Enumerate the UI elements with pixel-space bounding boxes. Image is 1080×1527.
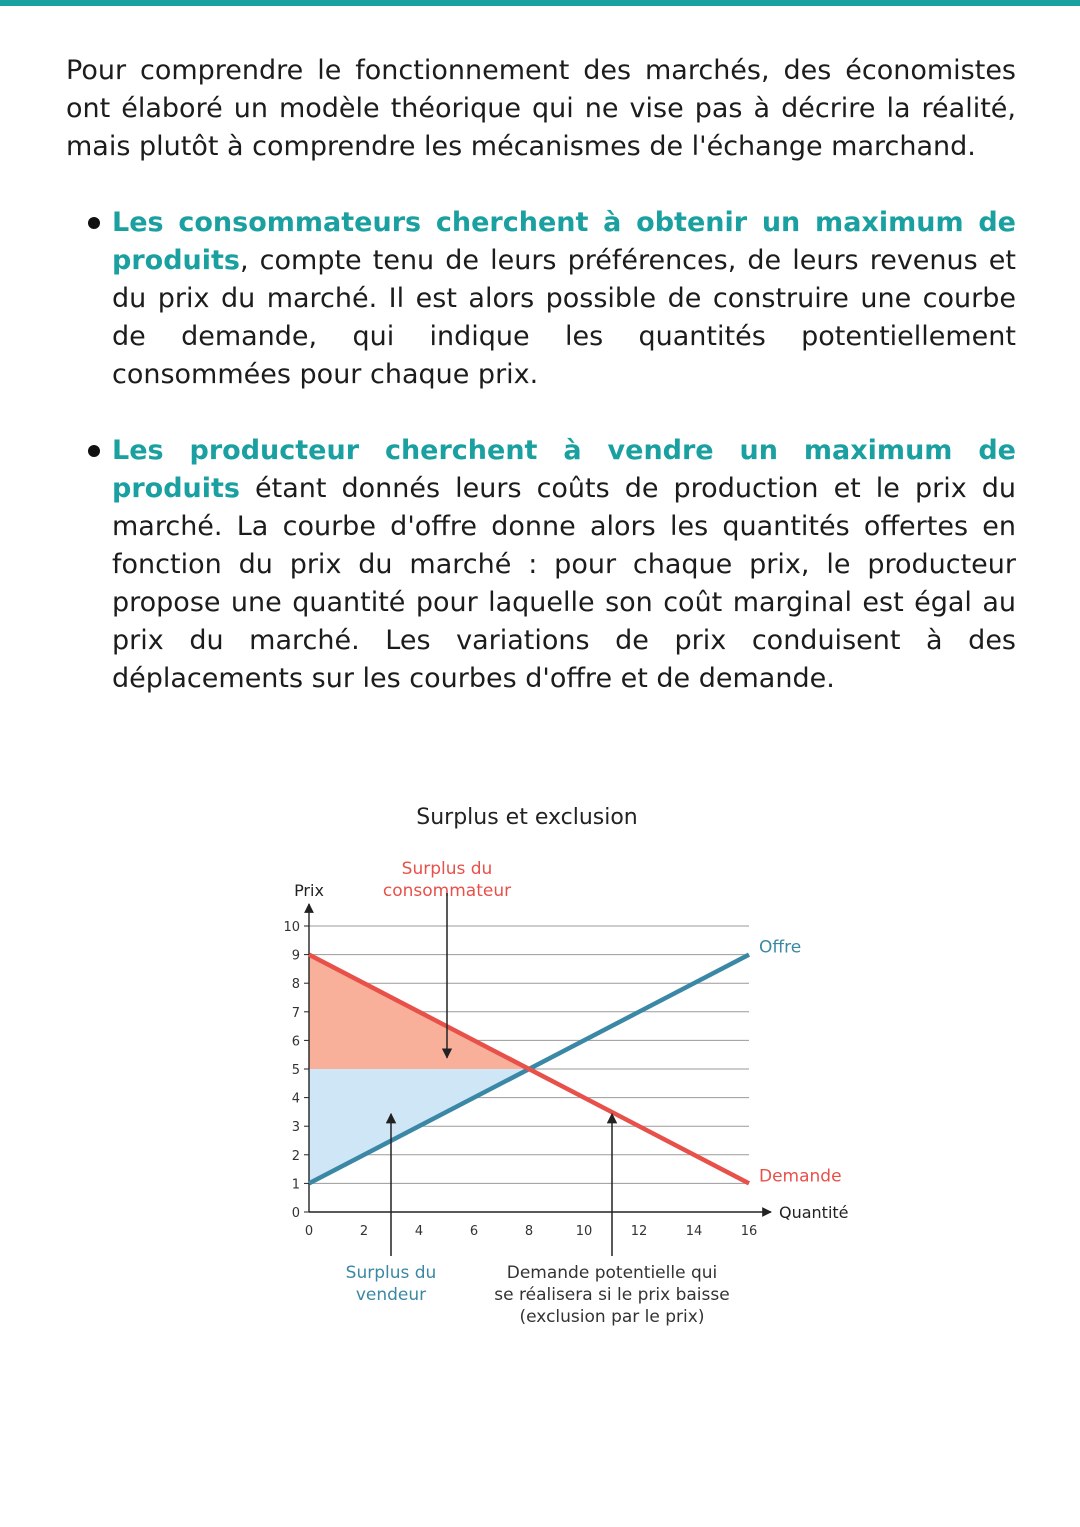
bullet-dot-icon xyxy=(88,445,100,457)
consumer-surplus-label: consommateur xyxy=(382,881,512,901)
top-accent-rule xyxy=(0,0,1080,6)
x-tick-label: 16 xyxy=(740,1224,758,1239)
potential-demand-label: se réalisera si le prix baisse xyxy=(494,1285,730,1305)
y-tick-label: 0 xyxy=(291,1206,300,1221)
y-tick-label: 8 xyxy=(291,977,300,993)
producer-surplus-label: vendeur xyxy=(355,1285,427,1305)
bullet-text: , compte tenu de leurs préférences, de leurs revenus et du prix du marché. Il est alors possible de construire une courbe de demande, qui indique les quantités potentiellement consommées pour chaque prix. xyxy=(112,245,1016,390)
bullet-dot-icon xyxy=(88,217,100,229)
bullet-producers xyxy=(84,432,1016,698)
y-tick-label: 2 xyxy=(291,1148,300,1164)
x-tick-label: 6 xyxy=(469,1224,479,1239)
bullet-list xyxy=(84,204,1016,698)
bullet-highlight: Les producteur cherchent à vendre un maximum de produits xyxy=(112,435,1016,504)
consumer-surplus-label: Surplus du xyxy=(401,859,493,879)
demand-label: Demande xyxy=(759,1166,842,1187)
y-axis-label: Prix xyxy=(294,881,324,900)
y-tick-label: 1 xyxy=(291,1177,300,1193)
y-tick-label: 7 xyxy=(291,1005,300,1021)
x-axis-label: Quantité xyxy=(779,1203,849,1222)
y-tick-label: 6 xyxy=(291,1034,300,1050)
x-tick-label: 4 xyxy=(414,1224,424,1239)
potential-demand-label: (exclusion par le prix) xyxy=(519,1307,705,1327)
bullet-consumers xyxy=(84,204,1016,394)
supply-label: Offre xyxy=(759,937,802,958)
x-tick-label: 12 xyxy=(630,1224,648,1239)
supply-demand-chart xyxy=(260,790,880,1350)
x-tick-label: 8 xyxy=(524,1224,534,1239)
x-tick-label: 10 xyxy=(575,1224,593,1239)
y-tick-label: 3 xyxy=(291,1120,300,1136)
chart-title: Surplus et exclusion xyxy=(416,805,638,830)
chart-container xyxy=(260,790,880,1350)
bullet-highlight: Les consommateurs cherchent à obtenir un maximum de produits xyxy=(112,207,1016,276)
y-tick-label: 5 xyxy=(291,1063,300,1078)
bullet-text: étant donnés leurs coûts de production et le prix du marché. La courbe d'offre donne alors les quantités offertes en fonction du prix du marché : pour chaque prix, le producteur propose une quantité pour laquelle son coût marginal est égal au prix du marché. Les variations de prix conduisent à des déplacements sur les courbes d'offre et de demande. xyxy=(112,473,1016,694)
y-tick-label: 4 xyxy=(291,1091,300,1107)
y-tick-label: 10 xyxy=(283,920,300,935)
potential-demand-label: Demande potentielle qui xyxy=(506,1263,718,1283)
x-tick-label: 14 xyxy=(685,1224,703,1239)
intro-paragraph: Pour comprendre le fonctionnement des marchés, des économistes ont élaboré un modèle théorique qui ne vise pas à décrire la réalité, mais plutôt à comprendre les mécanismes de l'échange marchand. xyxy=(66,55,1016,162)
x-tick-label: 2 xyxy=(359,1224,369,1239)
producer-surplus-label: Surplus du xyxy=(345,1263,437,1283)
x-tick-label: 0 xyxy=(304,1224,314,1239)
y-tick-label: 9 xyxy=(291,948,300,964)
